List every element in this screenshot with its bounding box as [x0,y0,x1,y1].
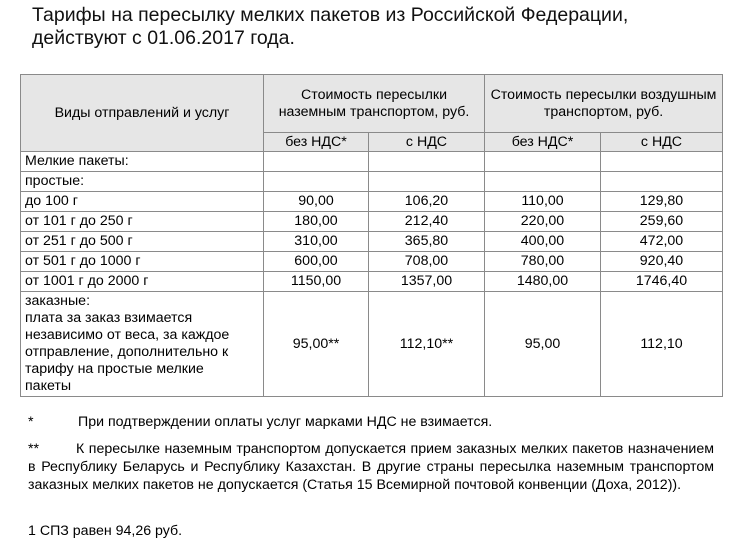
subsection-label: простые: [21,172,264,192]
cell-air-vat: 129,80 [601,192,723,212]
row-label: от 101 г до 250 г [21,212,264,232]
registered-line-5: тарифу на простые мелкие [25,361,204,377]
cell-air-no-vat: 95,00 [485,292,601,397]
row-label: до 100 г [21,192,264,212]
registered-label [21,292,264,397]
registered-line-4: отправление, дополнительно к [25,344,229,360]
cell-ground-no-vat: 600,00 [264,252,369,272]
registered-line-1: заказные: [25,293,91,309]
header-air-vat: с НДС [601,133,723,152]
header-air: Стоимость пересылки воздушным транспортом, руб. [485,75,723,133]
cell-air-vat: 259,60 [601,212,723,232]
cell-ground-vat: 212,40 [369,212,485,232]
footnote-2-mark: ** [28,441,40,457]
title-line-1: Тарифы на пересылку мелких пакетов из Российской Федерации, [32,4,629,26]
footnote-1-mark: * [28,414,34,430]
cell-ground-vat: 365,80 [369,232,485,252]
cell-air-no-vat: 1480,00 [485,272,601,292]
cell-ground-vat: 1357,00 [369,272,485,292]
header-ground: Стоимость пересылки наземным транспортом, руб. [264,75,485,133]
registered-line-3: независимо от веса, за каждое [25,327,230,343]
cell-ground-vat: 112,10** [369,292,485,397]
table-row [21,232,723,252]
table-row-section [21,152,723,172]
table-row [21,252,723,272]
cell-air-vat: 472,00 [601,232,723,252]
row-label: от 1001 г до 2000 г [21,272,264,292]
page-title [32,4,722,50]
cell-ground-vat: 708,00 [369,252,485,272]
cell-air-no-vat: 220,00 [485,212,601,232]
registered-line-6: пакеты [25,378,72,394]
section-label: Мелкие пакеты: [21,152,264,172]
header-services: Виды отправлений и услуг [21,75,264,152]
footnote-2 [28,440,714,494]
registered-line-2: плата за заказ взимается [25,310,193,326]
cell-air-vat: 112,10 [601,292,723,397]
title-line-2: действуют с 01.06.2017 года. [32,27,295,49]
cell-air-vat: 1746,40 [601,272,723,292]
tariff-table [20,74,723,397]
table-row [21,192,723,212]
header-ground-vat: с НДС [369,133,485,152]
footnote-2-text: К пересылке наземным транспортом допускается прием заказных мелких пакетов назначением в Республику Беларусь и Республику Казахстан. В другие страны пересылка наземным транспортом заказных мелких пакетов не допускается (Статья 15 Всемирной почтовой конвенции (Доха, 2012)). [28,441,714,493]
header-air-no-vat: без НДС* [485,133,601,152]
table-row-registered [21,292,723,397]
header-ground-no-vat: без НДС* [264,133,369,152]
sdr-rate-note: 1 СПЗ равен 94,26 руб. [28,523,183,539]
table-row [21,272,723,292]
cell-ground-no-vat: 310,00 [264,232,369,252]
table-row [21,212,723,232]
cell-air-no-vat: 110,00 [485,192,601,212]
cell-ground-no-vat: 90,00 [264,192,369,212]
table-row-subsection [21,172,723,192]
cell-air-no-vat: 780,00 [485,252,601,272]
cell-air-no-vat: 400,00 [485,232,601,252]
row-label: от 251 г до 500 г [21,232,264,252]
cell-ground-no-vat: 180,00 [264,212,369,232]
row-label: от 501 г до 1000 г [21,252,264,272]
cell-ground-no-vat: 95,00** [264,292,369,397]
cell-ground-vat: 106,20 [369,192,485,212]
cell-air-vat: 920,40 [601,252,723,272]
footnote-1-text: При подтверждении оплаты услуг марками НДС не взимается. [78,414,493,430]
cell-ground-no-vat: 1150,00 [264,272,369,292]
